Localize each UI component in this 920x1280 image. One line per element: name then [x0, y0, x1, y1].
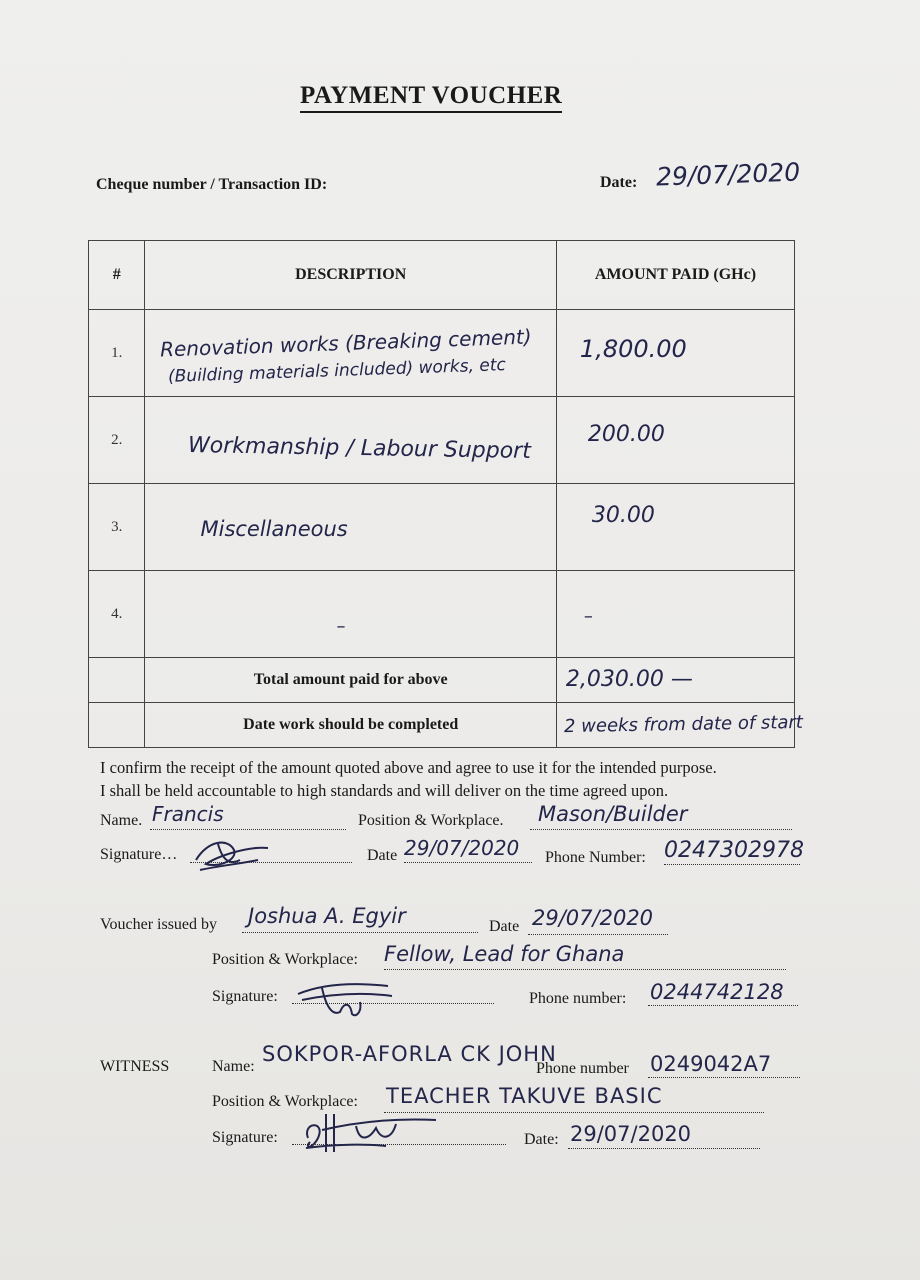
- witness-date-value: 29/07/2020: [570, 1122, 692, 1146]
- recipient-phone-value: 0247302978: [664, 838, 804, 863]
- total-amount-value: 2,030.00 —: [565, 667, 693, 692]
- row-description-line1: Renovation works (Breaking cement): [160, 324, 533, 362]
- table-row: [89, 397, 795, 484]
- recipient-position-label: Position & Workplace.: [358, 812, 504, 829]
- completion-row: [89, 703, 795, 748]
- completion-label: Date work should be completed: [145, 703, 556, 748]
- recipient-position-value: Mason/Builder: [538, 802, 688, 826]
- recipient-phone-label: Phone Number:: [545, 849, 646, 866]
- recipient-name-label: Name.: [100, 812, 143, 829]
- issuer-position-label: Position & Workplace:: [212, 951, 358, 968]
- confirmation-line1: I confirm the receipt of the amount quoted above and agree to use it for the intended purpose.: [100, 758, 717, 777]
- row-amount-value: 200.00: [587, 422, 665, 447]
- row-description: [145, 571, 556, 658]
- witness-phone-label: Phone number: [536, 1060, 629, 1077]
- payment-table: [88, 240, 803, 748]
- witness-phone-value: 0249042A7: [650, 1052, 772, 1076]
- row-description-line1: Workmanship / Labour Support: [188, 433, 532, 464]
- row-amount: [556, 310, 794, 397]
- row-description-line1: Miscellaneous: [200, 517, 348, 541]
- issuer-position-value: Fellow, Lead for Ghana: [384, 942, 625, 966]
- witness-label: WITNESS: [100, 1058, 170, 1075]
- row-number: 1.: [89, 310, 145, 397]
- recipient-date-label: Date: [367, 847, 398, 864]
- table-row: [89, 571, 795, 658]
- total-row: [89, 658, 795, 703]
- row-description: [145, 397, 556, 484]
- issuer-signature-label: Signature:: [212, 988, 278, 1005]
- completion-value-cell: [556, 703, 803, 748]
- witness-name-label: Name:: [212, 1058, 255, 1075]
- issuer-phone-label: Phone number:: [529, 990, 627, 1007]
- col-header-amount: AMOUNT PAID (GHc): [556, 241, 794, 310]
- witness-signature-image: [296, 1108, 446, 1158]
- issuer-value: Joshua A. Egyir: [248, 904, 406, 928]
- issuer-date-value: 29/07/2020: [532, 906, 654, 930]
- row-description: [145, 484, 556, 571]
- table-row: [89, 310, 795, 397]
- row-amount-value: –: [583, 606, 593, 627]
- row-number: 2.: [89, 397, 145, 484]
- issuer-date-label: Date: [489, 918, 520, 935]
- recipient-signature-image: [188, 830, 278, 874]
- header-date-value: 29/07/2020: [655, 157, 801, 192]
- recipient-signature-label: Signature…: [100, 846, 178, 863]
- recipient-date-value: 29/07/2020: [404, 836, 520, 860]
- witness-position-value: TEACHER TAKUVE BASIC: [386, 1084, 663, 1108]
- col-header-description: DESCRIPTION: [145, 241, 556, 310]
- row-amount-value: 1,800.00: [579, 335, 687, 363]
- col-header-number: #: [89, 241, 145, 310]
- row-amount: [556, 571, 794, 658]
- issuer-label: Voucher issued by: [100, 916, 218, 933]
- recipient-name-value: Francis: [152, 802, 224, 826]
- table-row: [89, 484, 795, 571]
- row-description-line2: (Building materials included) works, etc: [168, 355, 507, 387]
- issuer-signature-image: [292, 972, 402, 1022]
- row-amount: [556, 397, 794, 484]
- witness-position-label: Position & Workplace:: [212, 1093, 358, 1110]
- witness-date-label: Date:: [524, 1131, 559, 1148]
- issuer-phone-value: 0244742128: [650, 980, 784, 1004]
- page-title: PAYMENT VOUCHER: [300, 82, 562, 113]
- witness-signature-label: Signature:: [212, 1129, 278, 1146]
- row-amount: [556, 484, 794, 571]
- total-amount: [556, 658, 794, 703]
- row-amount-value: 30.00: [591, 503, 655, 528]
- row-number: 4.: [89, 571, 145, 658]
- date-label: Date:: [600, 174, 638, 191]
- total-label: Total amount paid for above: [145, 658, 556, 703]
- table-header-row: [89, 241, 795, 310]
- row-description: [145, 310, 556, 397]
- completion-value: 2 weeks from date of start: [563, 711, 803, 738]
- cheque-label: Cheque number / Transaction ID:: [96, 176, 328, 193]
- row-number: 3.: [89, 484, 145, 571]
- witness-name-value: SOKPOR-AFORLA CK JOHN: [262, 1042, 557, 1066]
- row-description-line1: –: [336, 616, 346, 637]
- confirmation-line2: I shall be held accountable to high standards and will deliver on the time agreed upon.: [100, 781, 669, 800]
